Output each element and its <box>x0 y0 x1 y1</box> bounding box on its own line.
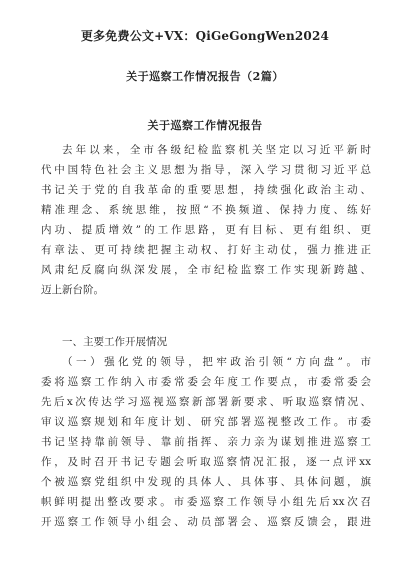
paragraph-line: 风肃纪反腐向纵深发展，全市纪检监察工作实现新跨越、 <box>41 264 371 276</box>
paragraph-line: 开巡察工作领导小组会、动员部署会、巡察反馈会，跟进 <box>41 516 371 528</box>
paragraph-line: 代中国特色社会主义思想为指导，深入学习贯彻习近平总 <box>41 164 371 176</box>
paragraph-line: 去年以来，全市各级纪检监察机关坚定以习近平新时 <box>62 144 371 156</box>
section-heading <box>41 332 371 352</box>
paragraph-line: 书记坚持靠前领导、靠前指挥、亲力亲为谋划推进巡察工 <box>41 436 371 448</box>
paragraph-line: 审议巡察规划和年度计划、研究部署巡视整改工作。市委 <box>41 416 371 428</box>
intro-paragraph <box>41 140 371 300</box>
heading-line: 一、主要工作开展情况 <box>62 336 167 348</box>
paragraph-line: 委将巡察工作纳入市委常委会年度工作要点，市委常委会 <box>41 376 371 388</box>
section-title: 关于巡察工作情况报告 <box>147 119 263 132</box>
paragraph-line: 有章法、更可持续把握主动权、打好主动仗，强力推进正 <box>41 244 371 256</box>
paragraph-line: 书记关于党的自我革命的重要思想，持续强化政治主动、 <box>41 184 371 196</box>
document-title: 关于巡察工作情况报告（2篇） <box>126 70 284 83</box>
paragraph-line: 个被巡察党组织中发现的具体人、具体事、具体问题，旗 <box>41 476 371 488</box>
paragraph-line: 先后x次传达学习巡视巡察新部署新要求、听取巡察情况、 <box>41 396 371 408</box>
paragraph-line: （一）强化党的领导，把牢政治引领“方向盘”。市 <box>62 356 371 368</box>
paragraph-line: 内功、提质增效”的工作思路，更有目标、更有组织、更 <box>41 224 371 236</box>
paragraph-line: 帜鲜明提出整改要求。市委巡察工作领导小组先后xx次召 <box>41 496 371 508</box>
work-paragraph <box>41 352 371 532</box>
paragraph-line: 迈上新台阶。 <box>41 284 104 296</box>
promo-banner: 更多免费公文+VX：QiGeGongWen2024 <box>80 29 330 43</box>
paragraph-line: 作，及时召开书记专题会听取巡察情况汇报，逐一点评xx <box>41 456 371 468</box>
paragraph-line: 精准理念、系统思维，按照“不换频道、保持力度、练好 <box>41 204 371 216</box>
